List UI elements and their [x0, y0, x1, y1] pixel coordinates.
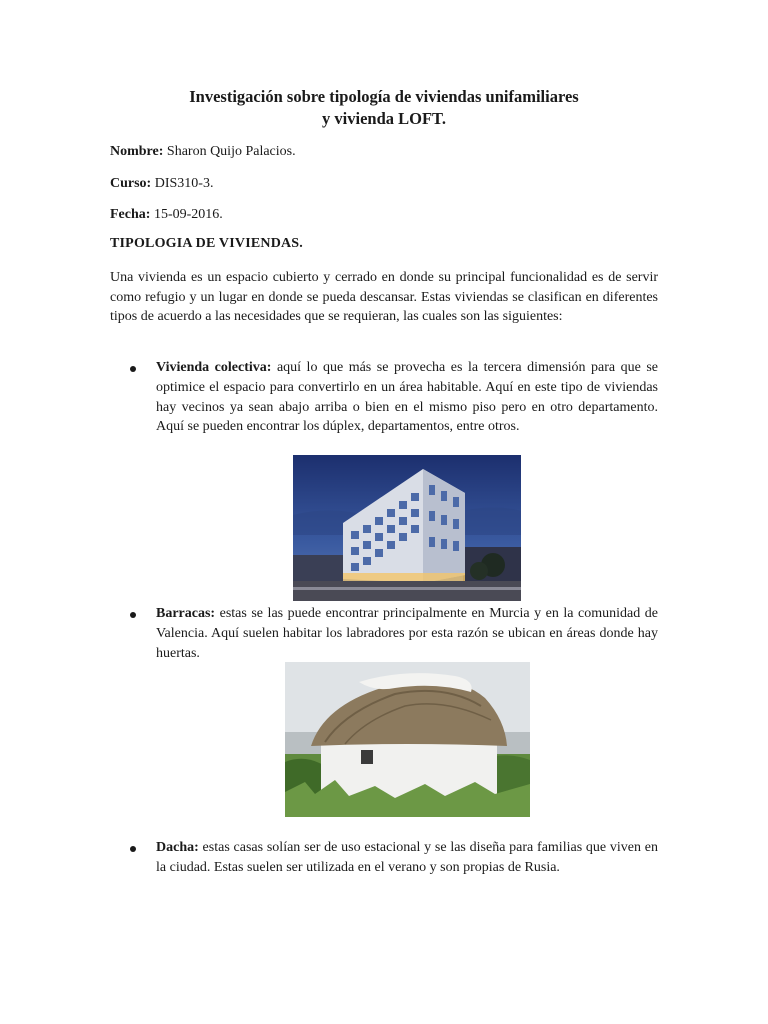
- section-heading: TIPOLOGIA DE VIVIENDAS.: [110, 236, 303, 251]
- bullet-term: Barracas:: [156, 606, 216, 621]
- bullet-text: aquí lo que más se provecha es la tercera dimensión para que se optimice el espacio para convertirlo en un área habitable. Aquí en este tipo de viviendas hay vecinos ya sean abajo arriba o bien en el mismo piso pero en otro departamento. Aquí se pueden encontrar los dúplex, departamentos, entre otros.: [156, 360, 658, 435]
- bullet-text: estas casas solían ser de uso estacional y se las diseña para familias que viven en la ciudad. Estas suelen ser utilizada en el verano y son propias de Rusia.: [156, 840, 658, 875]
- bullet-dot: [130, 846, 136, 852]
- fecha-value: 15-09-2016.: [150, 207, 223, 222]
- apartment-building-image: [293, 455, 521, 601]
- fecha-field: [110, 206, 223, 224]
- curso-field: [110, 175, 213, 193]
- fecha-label: Fecha:: [110, 207, 151, 222]
- bullet-term: Dacha:: [156, 840, 199, 855]
- bullet-text: estas se las puede encontrar principalmente en Murcia y en la comunidad de Valencia. Aquí suelen habitar los labradores por esta razón se ubican en áreas donde hay huertas.: [156, 606, 658, 661]
- curso-value: DIS310-3.: [151, 176, 214, 191]
- intro-paragraph: Una vivienda es un espacio cubierto y cerrado en donde su principal funcionalidad es de servir como refugio y un lugar en donde se pueda descansar. Estas viviendas se clasifican en diferentes tipos de acuerdo a las necesidades que se requieran, las cuales son las siguientes:: [110, 270, 658, 324]
- curso-label: Curso:: [110, 176, 152, 191]
- bullet-dot: [130, 612, 136, 618]
- bullet-term: Vivienda colectiva:: [156, 360, 272, 375]
- bullet-barracas: [156, 604, 658, 663]
- bullet-dot: [130, 366, 136, 372]
- nombre-field: [110, 143, 296, 161]
- title-line-1: Investigación sobre tipología de viviendas unifamiliares: [189, 87, 579, 106]
- title-line-2: y vivienda LOFT.: [322, 109, 446, 128]
- nombre-label: Nombre:: [110, 144, 164, 159]
- bullet-vivienda-colectiva: [156, 358, 658, 437]
- barraca-house-image: [285, 662, 530, 817]
- nombre-value: Sharon Quijo Palacios.: [163, 144, 296, 159]
- document-title: [0, 86, 768, 130]
- bullet-dacha: [156, 838, 658, 878]
